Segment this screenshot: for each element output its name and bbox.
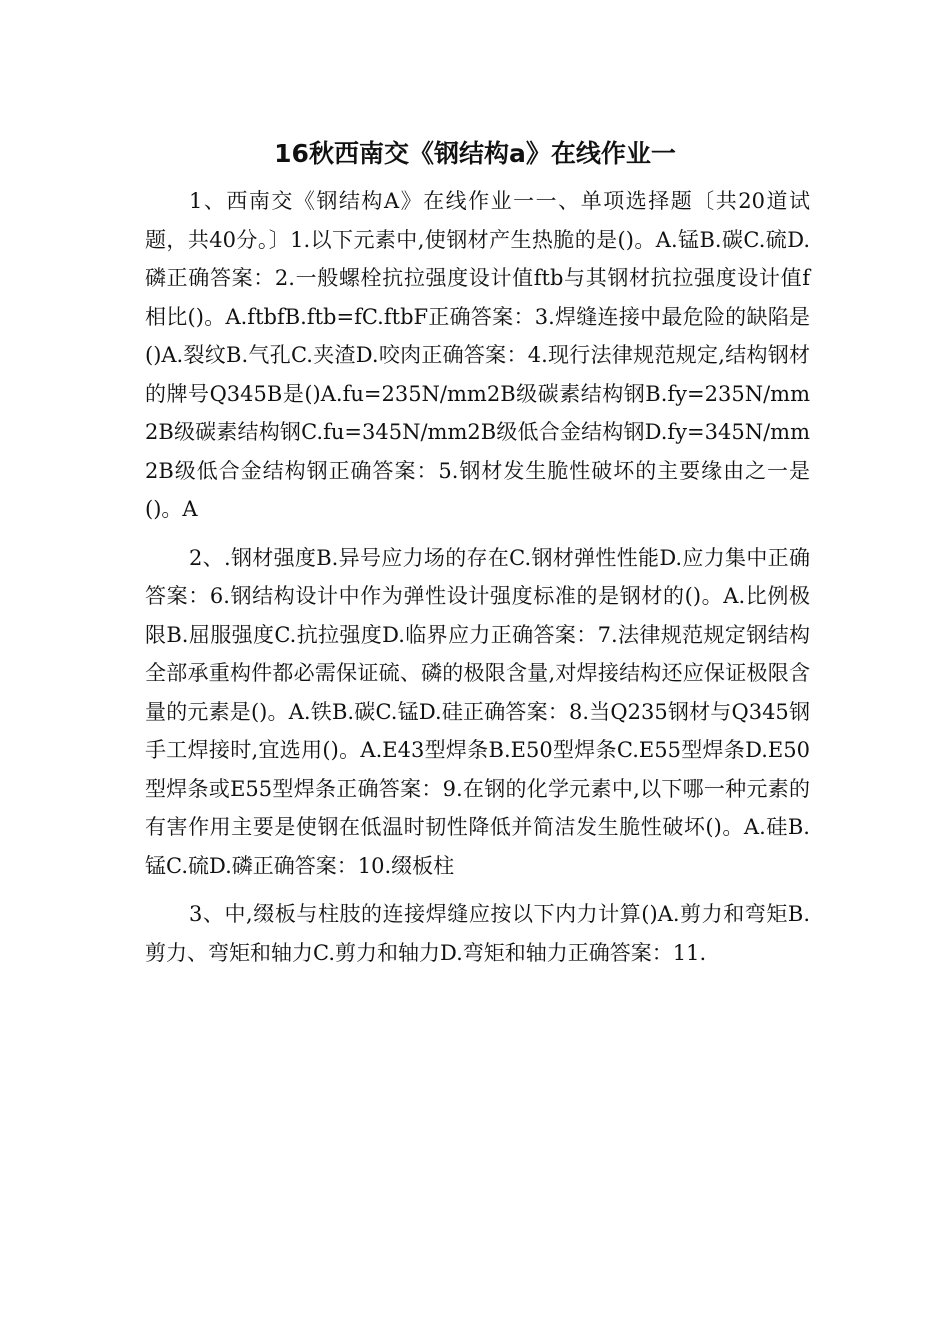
paragraph-2: 2、.钢材强度B.异号应力场的存在C.钢材弹性性能D.应力集中正确答案：6.钢结构设计中作为弹性设计强度标准的是钢材的()。A.比例极限B.屈服强度C.抗拉强度D.临界应力正确答案：7.法律规范规定钢结构全部承重构件都必需保证硫、磷的极限含量,对焊接结构还应保证极限含量的元素是()。A.铁B.碳C.锰D.硅正确答案：8.当Q235钢材与Q345钢手工焊接时,宜选用()。A.E43型焊条B.E50型焊条C.E55型焊条D.E50型焊条或E55型焊条正确答案：9.在钢的化学元素中,以下哪一种元素的有害作用主要是使钢在低温时韧性降低并简洁发生脆性破坏()。A.硅B.锰C.硫D.磷正确答案：10.缀板柱 <box>145 545 810 878</box>
document-body <box>145 182 810 982</box>
document-title: 16秋西南交《钢结构a》在线作业一 <box>274 139 676 168</box>
paragraph-3: 3、中,缀板与柱肢的连接焊缝应按以下内力计算()A.剪力和弯矩B.剪力、弯矩和轴力C.剪力和轴力D.弯矩和轴力正确答案：11. <box>145 902 810 965</box>
paragraph-1: 1、西南交《钢结构A》在线作业一一、单项选择题〔共20道试题，共40分。〕1.以下元素中,使钢材产生热脆的是()。A.锰B.碳C.硫D.磷正确答案：2.一般螺栓抗拉强度设计值ftb与其钢材抗拉强度设计值f相比()。A.ftbfB.ftb=fC.ftbF正确答案：3.焊缝连接中最危险的缺陷是()A.裂纹B.气孔C.夹渣D.咬肉正确答案：4.现行法律规范规定,结构钢材的牌号Q345B是()A.fu=235N/mm2B级碳素结构钢B.fy=235N/mm2B级碳素结构钢C.fu=345N/mm2B级低合金结构钢D.fy=345N/mm2B级低合金结构钢正确答案：5.钢材发生脆性破坏的主要缘由之一是()。A <box>145 189 810 521</box>
